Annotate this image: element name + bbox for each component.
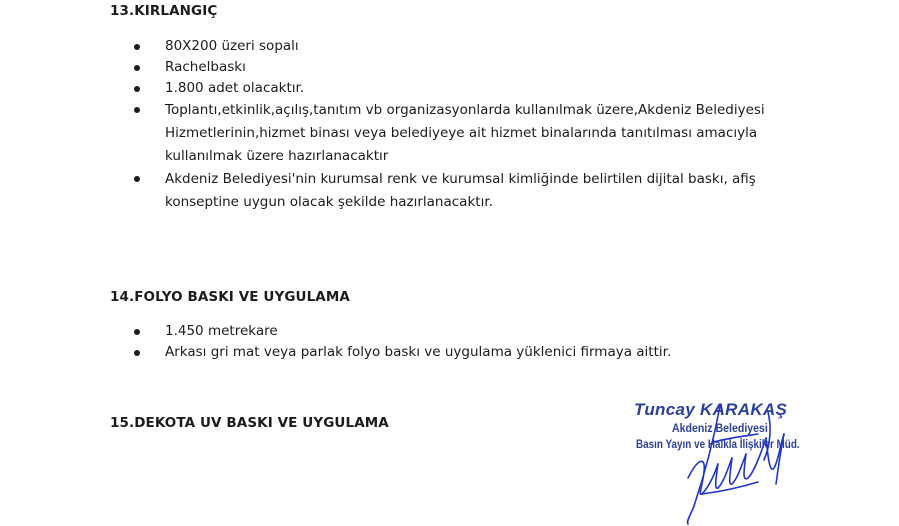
stamp-title: Basın Yayın ve Halkla İlişkiler Müd. <box>636 439 800 451</box>
list-item: Rachelbaskı <box>131 57 771 78</box>
section-15-heading: 15.DEKOTA UV BASKI VE UYGULAMA <box>110 415 389 431</box>
list-item: Arkası gri mat veya parlak folyo baskı ve uygulama yüklenici firmaya aittir. <box>131 342 771 363</box>
list-item: 1.800 adet olacaktır. <box>131 78 771 99</box>
list-item: 1.450 metrekare <box>131 321 771 342</box>
stamp-name: Tuncay KARAKAŞ <box>634 400 788 419</box>
section-13-list <box>131 36 771 214</box>
section-13-heading: 13.KIRLANGIÇ <box>110 3 218 19</box>
official-stamp <box>628 398 828 526</box>
stamp-organization: Akdeniz Belediyesi <box>672 423 768 435</box>
signature-scribble <box>628 398 828 526</box>
list-item: 80X200 üzeri sopalı <box>131 36 771 57</box>
list-item: Akdeniz Belediyesi'nin kurumsal renk ve kurumsal kimliğinde belirtilen dijital baskı, afiş konseptine uygun olacak şekilde hazırlanacaktır. <box>131 168 771 214</box>
section-14-list <box>131 321 771 363</box>
list-item: Toplantı,etkinlik,açılış,tanıtım vb organizasyonlarda kullanılmak üzere,Akdeniz Belediyesi Hizmetlerinin,hizmet binası veya belediyeye ait hizmet binalarında tanıtılması amacıyla kullanılmak üzere hazırlanacaktır <box>131 99 771 168</box>
section-14-heading: 14.FOLYO BASKI VE UYGULAMA <box>110 289 350 305</box>
